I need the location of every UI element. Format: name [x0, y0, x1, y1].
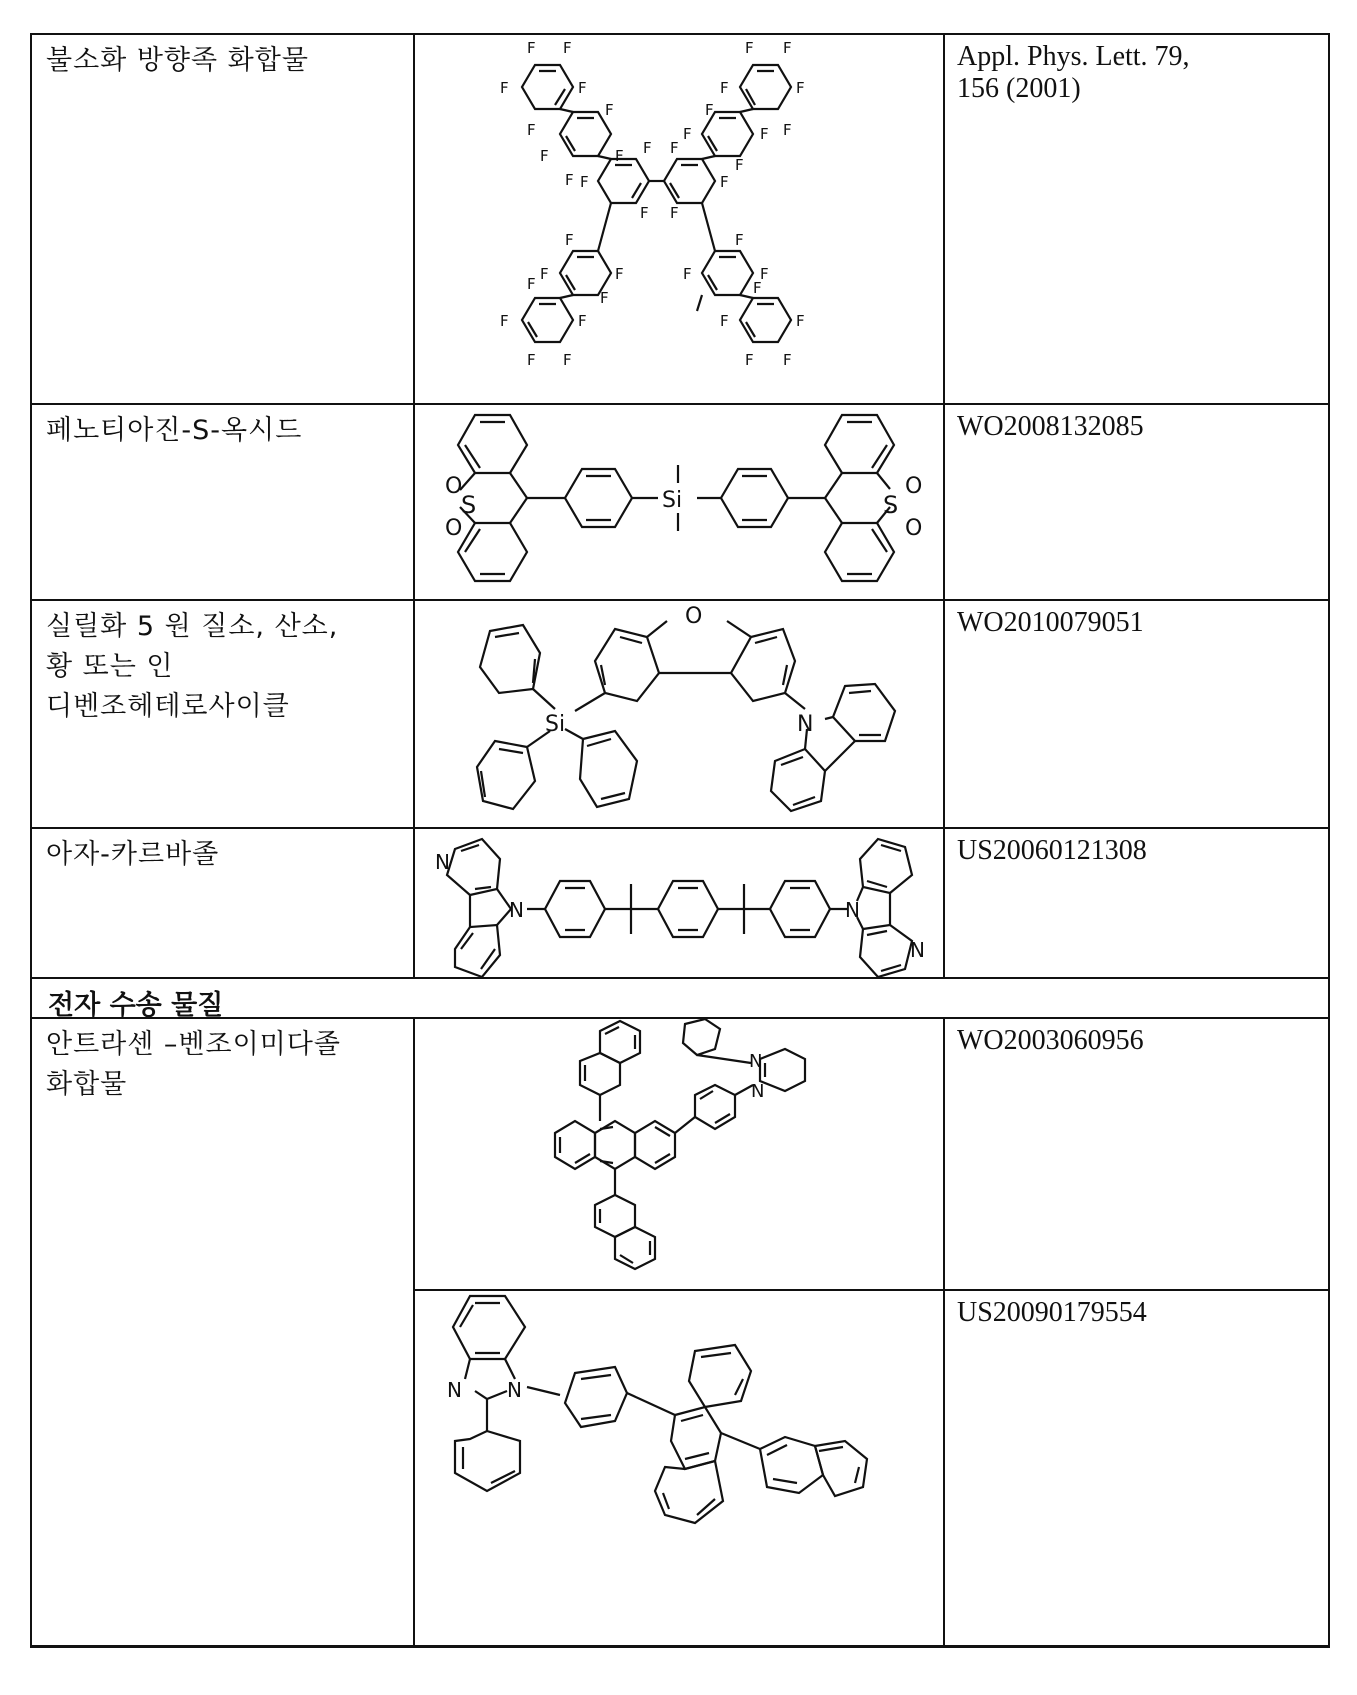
svg-text:N: N — [845, 898, 860, 922]
table-row — [30, 33, 1330, 405]
svg-text:F: F — [578, 312, 587, 330]
structure-cell — [415, 405, 945, 601]
svg-text:F: F — [500, 312, 509, 330]
structure-cell — [415, 601, 945, 829]
svg-text:F: F — [783, 121, 792, 139]
svg-text:O: O — [905, 516, 923, 541]
svg-text:N: N — [751, 1081, 765, 1102]
svg-text:F: F — [615, 147, 624, 165]
svg-text:O: O — [905, 474, 923, 499]
reference-cell — [945, 1019, 1330, 1289]
reference-text: WO2008132085 — [957, 411, 1144, 442]
svg-text:N: N — [447, 1378, 462, 1402]
category-cell — [30, 829, 415, 979]
svg-text:F: F — [670, 139, 679, 157]
svg-text:F: F — [720, 79, 729, 97]
table-row — [30, 827, 1330, 979]
section-header-row — [30, 977, 1330, 1019]
reference-cell — [945, 35, 1330, 405]
svg-text:F: F — [600, 289, 609, 307]
svg-text:F: F — [640, 204, 649, 222]
svg-text:F: F — [540, 265, 549, 283]
category-cell — [30, 405, 415, 601]
table-row — [30, 1017, 1330, 1647]
phenothiazine-s-oxide-structure-image — [415, 405, 945, 601]
svg-text:N: N — [749, 1051, 763, 1072]
svg-text:F: F — [745, 39, 754, 57]
category-label: 안트라센 –벤조이미다졸 화합물 — [46, 1029, 341, 1100]
svg-text:F: F — [720, 312, 729, 330]
reference-text: US20060121308 — [957, 835, 1147, 866]
svg-text:F: F — [783, 39, 792, 57]
category-cell — [30, 1019, 415, 1647]
svg-text:F: F — [565, 171, 574, 189]
svg-text:N: N — [910, 938, 925, 962]
svg-text:Si: Si — [545, 712, 566, 737]
svg-text:F: F — [760, 265, 769, 283]
svg-text:S: S — [883, 491, 899, 519]
svg-text:F: F — [527, 275, 536, 293]
svg-text:F: F — [615, 265, 624, 283]
svg-text:F: F — [683, 265, 692, 283]
svg-text:F: F — [643, 139, 652, 157]
benzimidazole-anthracene-naphthyl-structure-image — [415, 1291, 945, 1649]
svg-text:F: F — [565, 231, 574, 249]
section-header: 전자 수송 물질 — [30, 979, 1330, 1019]
svg-text:N: N — [507, 1378, 522, 1402]
svg-text:Si: Si — [662, 488, 683, 513]
svg-text:S: S — [461, 491, 477, 519]
reference-cell — [945, 601, 1330, 829]
reference-cell — [945, 405, 1330, 601]
svg-text:F: F — [527, 121, 536, 139]
reference-text: WO2010079051 — [957, 607, 1144, 638]
reference-text: US20090179554 — [957, 1297, 1147, 1328]
svg-text:F: F — [735, 231, 744, 249]
svg-text:F: F — [540, 147, 549, 165]
svg-text:F: F — [683, 125, 692, 143]
svg-text:F: F — [578, 79, 587, 97]
svg-text:F: F — [760, 125, 769, 143]
category-label: 불소화 방향족 화합물 — [46, 45, 309, 76]
svg-text:F: F — [605, 101, 614, 119]
table-row — [30, 599, 1330, 829]
category-label: 페노티아진-S-옥시드 — [46, 415, 303, 446]
svg-text:F: F — [783, 351, 792, 369]
svg-text:O: O — [445, 516, 463, 541]
svg-text:F: F — [745, 351, 754, 369]
category-cell — [30, 35, 415, 405]
svg-text:F: F — [670, 204, 679, 222]
structure-cell — [415, 1289, 945, 1647]
svg-text:O: O — [445, 474, 463, 499]
category-label: 아자-카르바졸 — [46, 839, 220, 870]
svg-text:F: F — [720, 173, 729, 191]
svg-text:F: F — [753, 279, 762, 297]
table-row — [30, 403, 1330, 601]
svg-text:F: F — [527, 351, 536, 369]
svg-text:F: F — [563, 351, 572, 369]
svg-text:N: N — [797, 712, 814, 737]
structure-cell — [415, 35, 945, 405]
aza-carbazole-structure-image — [415, 829, 945, 979]
fluorine-labels — [500, 39, 805, 369]
structure-cell — [415, 829, 945, 979]
table-bottom-border — [30, 1645, 1330, 1648]
category-cell — [30, 601, 415, 829]
reference-cell — [945, 829, 1330, 979]
svg-text:F: F — [735, 156, 744, 174]
svg-text:F: F — [580, 173, 589, 191]
reference-text: Appl. Phys. Lett. 79, 156 (2001) — [957, 41, 1190, 104]
svg-text:F: F — [500, 79, 509, 97]
svg-text:F: F — [563, 39, 572, 57]
reference-text: WO2003060956 — [957, 1025, 1144, 1056]
svg-text:F: F — [796, 79, 805, 97]
svg-text:O: O — [685, 604, 703, 629]
svg-text:F: F — [705, 101, 714, 119]
anthracene-benzimidazole-structure-image — [415, 1019, 945, 1289]
structure-cell — [415, 1019, 945, 1289]
fluorinated-aromatic-structure-image — [415, 35, 945, 405]
reference-cell — [945, 1289, 1330, 1647]
svg-text:N: N — [509, 898, 524, 922]
svg-text:F: F — [527, 39, 536, 57]
category-label: 실릴화 5 원 질소, 산소, 황 또는 인 디벤조헤테로사이클 — [46, 611, 339, 722]
silylated-dibenzofuran-structure-image — [415, 601, 945, 829]
svg-text:N: N — [435, 850, 450, 874]
svg-text:F: F — [796, 312, 805, 330]
